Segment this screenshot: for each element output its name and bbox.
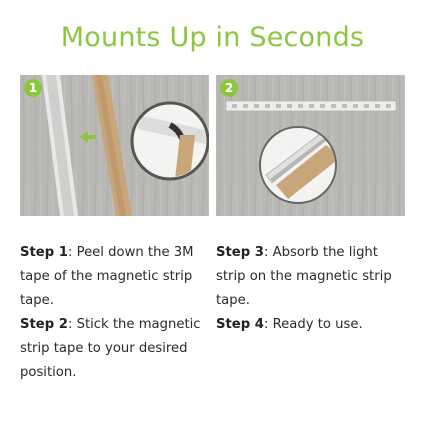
step-4-description: : Ready to use.	[263, 317, 363, 332]
step-1-badge: 1	[24, 79, 42, 97]
step-3-text	[216, 241, 406, 313]
step-4-text	[216, 313, 406, 337]
step-3-label: Step 3	[216, 245, 264, 260]
step-3-description: : Absorb the light strip on the magnetic strip tape.	[216, 245, 392, 308]
step-1-text	[20, 241, 210, 313]
steps-left-column	[20, 241, 210, 385]
page-title: Mounts Up in Seconds	[60, 22, 365, 53]
peel-tape-illustration	[20, 75, 209, 216]
attach-strip-illustration	[216, 75, 405, 216]
steps-right-column	[216, 241, 406, 337]
step-2-label: Step 2	[20, 317, 68, 332]
step-1-label: Step 1	[20, 245, 68, 260]
step-2-text	[20, 313, 210, 385]
step-2-description: : Stick the magnetic strip tape to your desired position.	[20, 317, 201, 380]
step-4-label: Step 4	[216, 317, 264, 332]
step-2-badge: 2	[220, 79, 238, 97]
step-2-image	[216, 75, 405, 216]
step-1-image	[20, 75, 209, 216]
step-1-description: : Peel down the 3M tape of the magnetic strip tape.	[20, 245, 194, 308]
